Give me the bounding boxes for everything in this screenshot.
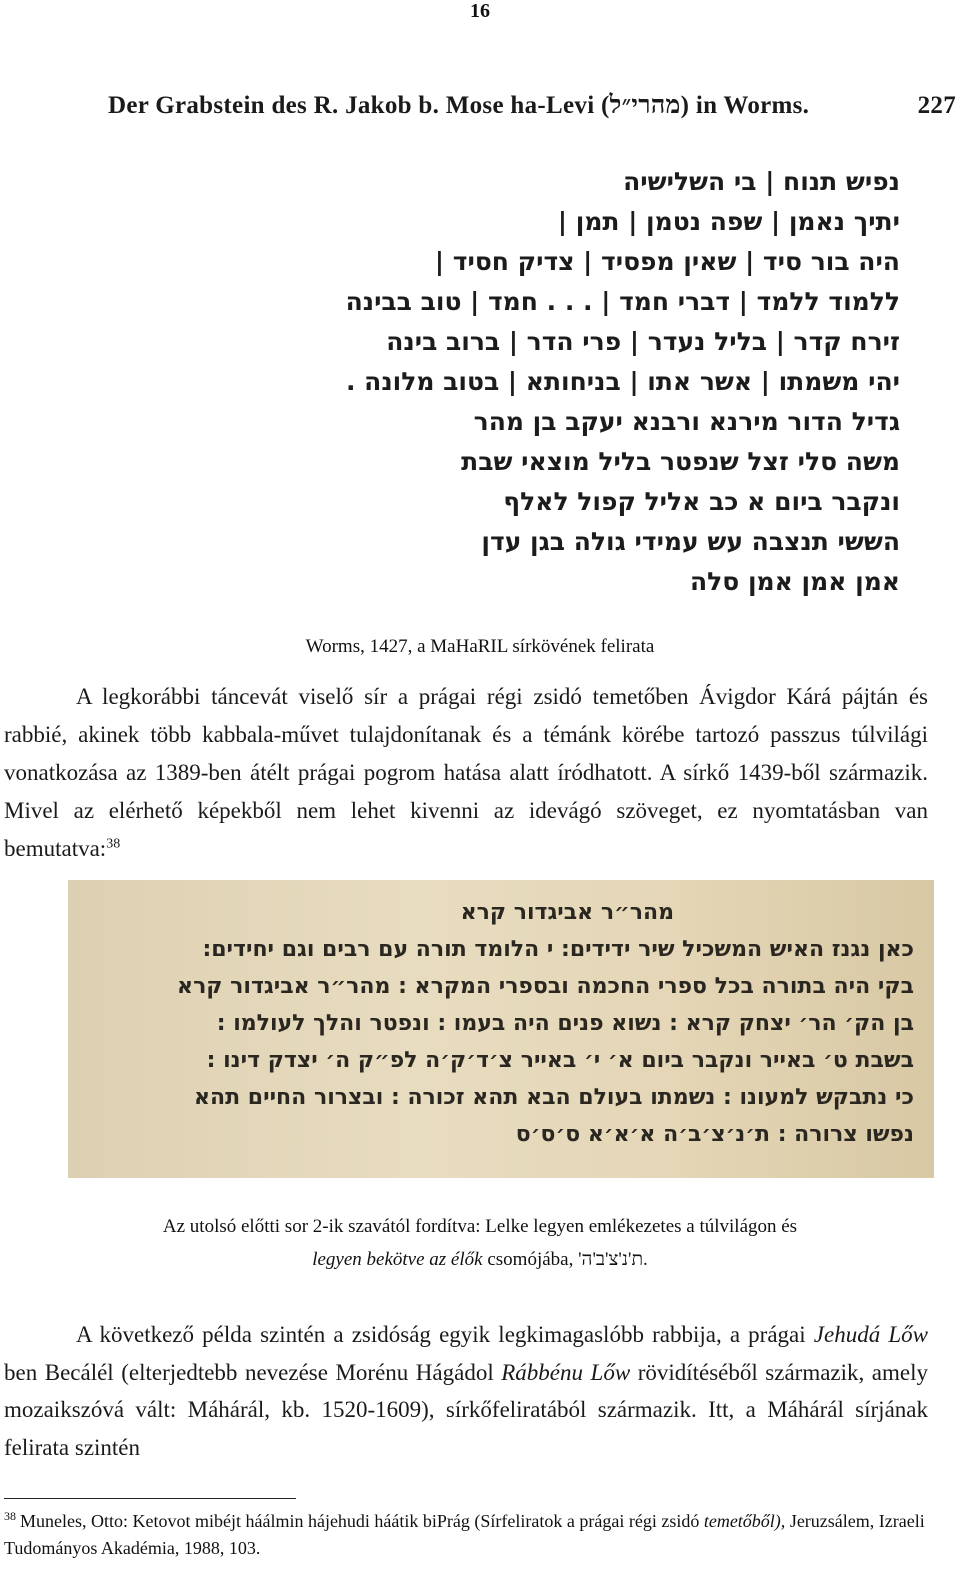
figure-header-text: Der Grabstein des R. Jakob b. Mose ha-Levi ( [108,92,610,119]
inscription-line-8: משה סלי זצל שנפטר בליל מוצאי שבת [461,447,900,476]
printed-inscription-lines [84,894,914,1153]
printed-inscription-line-2: כאן נגנז האיש המשכיל שיר ידידים: י הלומד תורה עם רבים וגם יחידים: [202,937,914,962]
footnote-number: 38 [4,1509,16,1523]
figure-header [108,92,956,120]
caption-text: Az utolsó előtti sor 2-ik szavától fordítva: Lelke legyen emlékezetes a túlvilágon és [162,1216,798,1237]
figure-caption-translation [40,1210,920,1276]
body-paragraph-1-text: A legkorábbi táncevát viselő sír a prágai régi zsidó temetőben Ávigdor Kárá pájtán és rabbié, akinek több kabbala-művet tulajdonítanak és a témánk körébe tartozó passzus túlvilági vonatkozása az 1389-ben átélt prágai pogrom hatása alatt íródhatott. A sírkő 1439-ből származik. Mivel az elérhető képekből nem lehet kivenni az idevágó szöveget, ez nyomtatásban van bemutatva: [4,684,928,861]
inscription-line-11: אמן אמן אמן סלה [689,567,900,596]
body-paragraph-1 [4,678,928,868]
footnote-text-2: Jeruzsálem, Izraeli Tudományos Akadémia, 1988, 103. [4,1511,925,1558]
footnote-reference: 38 [106,836,121,852]
inscription-line-2: יתיך נאמן | שפה נטמן | תמן | [557,207,900,236]
printed-inscription-line-6: כי נתבקש למעונו : נשמתו בעולם הבא תהא זכורה : ובצרור החיים תהא [193,1085,914,1110]
caption-text-2: csomójába, [482,1249,579,1270]
printed-inscription-line-3: בקי היה בתורה בכל ספרי החכמה ובספרי המקרא : מהר״ר אביגדור קרא [177,974,914,999]
footnote-38 [4,1508,944,1562]
printed-inscription-line-1: מהר״ר אביגדור קרא [460,900,674,925]
inscription-line-10: הששי תנצבה עש עמידי גולה בגן עדן [481,527,900,556]
paragraph-2-part-1: A következő példa szintén a zsidóság egyik legkimagaslóbb rabbija, a prágai [76,1322,814,1347]
figure-caption-worms: Worms, 1427, a MaHaRIL sírkövének felirata [305,636,655,657]
printed-inscription-line-5: בשבת ט׳ באייר ונקבר ביום א׳ י׳ באייר צ׳ד׳ק׳ה לפ״ק ה׳ יצדק דינו : [206,1048,914,1073]
figure-header-hebrew: מהרי״ל [609,92,681,119]
inscription-line-9: ונקבר ביום א כב אליל קפול לאלף [503,487,900,516]
avigdor-kara-inscription-image [68,880,934,1178]
paragraph-2-italic-2: Rábbénu Lőw [501,1359,631,1385]
inscription-line-3: היה בור סיד | שאין מפסיד | צדיק חסיד | [434,247,900,276]
figure-header-end: ) in Worms. [680,92,810,119]
figure-header-page: 227 [917,92,956,119]
paragraph-2-italic-1: Jehudá Lőw [813,1322,928,1347]
footnote-text: Muneles, Otto: Ketovot mibéjt háálmin hájehudi háátik biPrág (Sírfeliratok a prágai régi zsidó [20,1511,704,1531]
body-paragraph-2 [4,1316,928,1466]
printed-inscription-line-4: בן הק׳ הר׳ יצחק קרא : נשוא פנים היה בעמו : ונפטר והלך לעולמו : [216,1011,914,1036]
gravestone-inscription-image-worms [100,92,960,612]
footnote-italic: temetőből), [703,1511,786,1531]
page-number: 16 [470,0,490,22]
printed-inscription-line-7: נפשו צרורה : ת׳נ׳צ׳ב׳ה א׳א׳א ס׳ס׳ס [515,1122,914,1147]
caption-italic: legyen bekötve az élők [312,1249,483,1270]
paragraph-2-part-2: ben Becálél (elterjedtebb nevezése Morénu Hágádol [4,1359,502,1385]
inscription-lines [220,162,900,602]
inscription-line-7: גדיל הדור מירנא ורבנא יעקב בן מהר [473,407,900,436]
inscription-line-4: ללמוד ללמד | דברי חמד | . . . חמד | טוב בבינה [345,287,900,316]
footnote-separator [4,1498,296,1499]
inscription-line-1: נפיש תנוח | בי השלישיה [623,167,900,196]
paragraph-2-part-3: rövidítéséből származik, amely mozaikszóvá vált: Máhárál, kb. 1520-1609), sírkőfeliratából származik. Itt, a Máhárál sírjának felirata szintén [4,1359,929,1460]
caption-end: . [643,1249,648,1270]
inscription-line-5: זירח קדר | בליל נעדר | פרי הדר | ברוב בינה [386,327,900,356]
caption-hebrew-acronym: ת'נ'צ'ב'ה' [578,1249,644,1270]
inscription-line-6: יהי משמתו | אשר אתו | בניחותא | בטוב מלונה . [345,367,900,396]
